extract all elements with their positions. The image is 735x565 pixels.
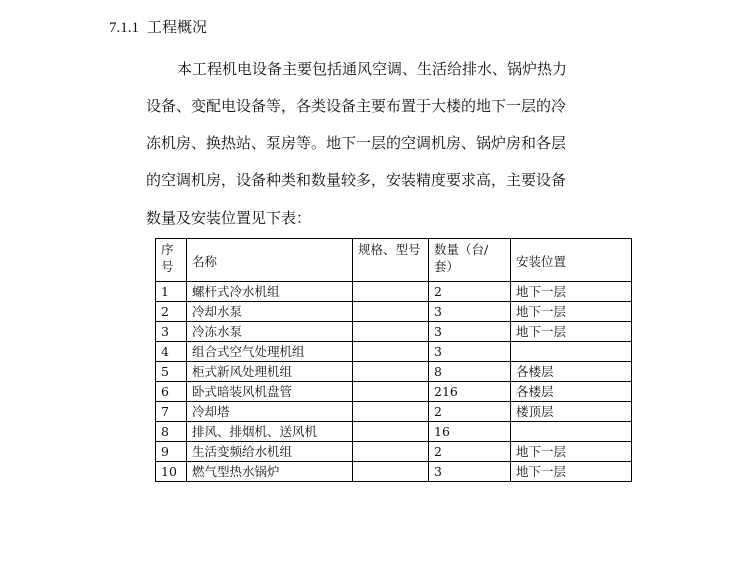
header-quantity: 数量（台/套） xyxy=(429,239,511,282)
table-row xyxy=(156,462,632,482)
table-header-row xyxy=(156,239,632,282)
cell-quantity: 2 xyxy=(429,282,511,302)
cell-quantity: 2 xyxy=(429,442,511,462)
header-spec: 规格、型号 xyxy=(353,239,429,282)
table-row xyxy=(156,322,632,342)
cell-name: 冷却塔 xyxy=(187,402,353,422)
table-row xyxy=(156,422,632,442)
cell-spec xyxy=(353,322,429,342)
cell-location xyxy=(511,422,632,442)
table-row xyxy=(156,342,632,362)
cell-quantity: 3 xyxy=(429,342,511,362)
cell-name: 卧式暗装风机盘管 xyxy=(187,382,353,402)
paragraph-line: 本工程机电设备主要包括通风空调、生活给排水、锅炉热力 xyxy=(177,60,568,78)
cell-name: 冷却水泵 xyxy=(187,302,353,322)
cell-location: 地下一层 xyxy=(511,282,632,302)
cell-spec xyxy=(353,402,429,422)
cell-index: 4 xyxy=(156,342,187,362)
cell-spec xyxy=(353,302,429,322)
cell-index: 2 xyxy=(156,302,187,322)
table-row xyxy=(156,282,632,302)
cell-spec xyxy=(353,362,429,382)
cell-quantity: 16 xyxy=(429,422,511,442)
cell-location: 地下一层 xyxy=(511,302,632,322)
cell-spec xyxy=(353,342,429,362)
cell-location: 各楼层 xyxy=(511,362,632,382)
section-title: 工程概况 xyxy=(147,18,208,36)
paragraph-line: 冻机房、换热站、泵房等。地下一层的空调机房、锅炉房和各层 xyxy=(146,134,567,152)
cell-name: 燃气型热水锅炉 xyxy=(187,462,353,482)
cell-index: 10 xyxy=(156,462,187,482)
cell-spec xyxy=(353,282,429,302)
cell-quantity: 8 xyxy=(429,362,511,382)
section-heading xyxy=(109,17,207,38)
table-row xyxy=(156,302,632,322)
table-row xyxy=(156,362,632,382)
header-index: 序号 xyxy=(156,239,187,282)
table-row xyxy=(156,382,632,402)
cell-index: 5 xyxy=(156,362,187,382)
table-row xyxy=(156,402,632,422)
header-name: 名称 xyxy=(187,239,353,282)
cell-index: 3 xyxy=(156,322,187,342)
cell-location: 楼顶层 xyxy=(511,402,632,422)
cell-location: 地下一层 xyxy=(511,462,632,482)
cell-quantity: 3 xyxy=(429,322,511,342)
cell-name: 组合式空气处理机组 xyxy=(187,342,353,362)
cell-name: 柜式新风处理机组 xyxy=(187,362,353,382)
cell-location: 各楼层 xyxy=(511,382,632,402)
cell-quantity: 3 xyxy=(429,302,511,322)
cell-quantity: 216 xyxy=(429,382,511,402)
cell-index: 6 xyxy=(156,382,187,402)
table-row xyxy=(156,442,632,462)
paragraph-line: 设备、变配电设备等，各类设备主要布置于大楼的地下一层的冷 xyxy=(146,97,567,115)
equipment-table xyxy=(155,238,632,482)
paragraph-line: 的空调机房，设备种类和数量较多，安装精度要求高，主要设备 xyxy=(146,171,567,189)
section-number: 7.1.1 xyxy=(109,20,139,36)
cell-spec xyxy=(353,442,429,462)
cell-index: 8 xyxy=(156,422,187,442)
cell-quantity: 2 xyxy=(429,402,511,422)
cell-index: 9 xyxy=(156,442,187,462)
table-body xyxy=(156,282,632,482)
cell-location: 地下一层 xyxy=(511,442,632,462)
cell-index: 1 xyxy=(156,282,187,302)
header-location: 安装位置 xyxy=(511,239,632,282)
cell-index: 7 xyxy=(156,402,187,422)
cell-spec xyxy=(353,422,429,442)
cell-spec xyxy=(353,382,429,402)
cell-spec xyxy=(353,462,429,482)
cell-location: 地下一层 xyxy=(511,322,632,342)
cell-name: 排风、排烟机、送风机 xyxy=(187,422,353,442)
cell-name: 冷冻水泵 xyxy=(187,322,353,342)
cell-location xyxy=(511,342,632,362)
paragraph-line: 数量及安装位置见下表： xyxy=(146,209,312,227)
cell-name: 螺杆式冷水机组 xyxy=(187,282,353,302)
cell-name: 生活变频给水机组 xyxy=(187,442,353,462)
cell-quantity: 3 xyxy=(429,462,511,482)
